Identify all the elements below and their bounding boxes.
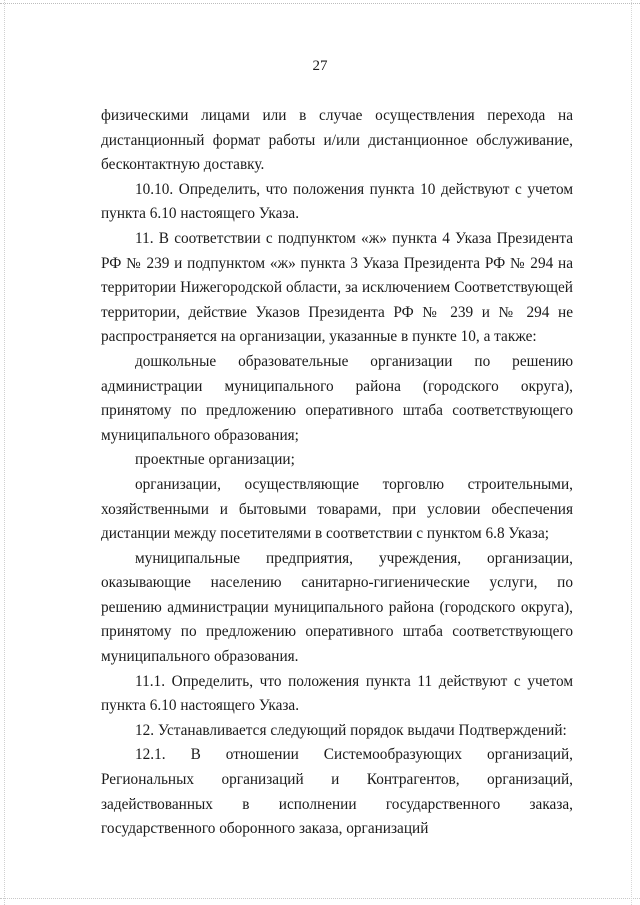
paragraph-10-10: 10.10. Определить, что положения пункта 10 действуют с учетом пункта 6.10 настоящего Указа. [101,180,573,223]
page-body [101,104,573,842]
paragraph-11: 11. В соответствии с подпунктом «ж» пункта 4 Указа Президента РФ № 239 и подпунктом «ж» пункта 3 Указа Президента РФ № 294 на территории Нижегородской области, за исключением Соответствующей территории, действие Указов Президента РФ № 239 и № 294 не распространяется на организации, указанные в пункте 10, а также: [101,229,573,346]
paragraph-continuation: физическими лицами или в случае осуществления перехода на дистанционный формат работы и/или дистанционное обслуживание, бесконтактную доставку. [101,107,573,174]
scan-edge-left [4,0,5,905]
paragraph-11-municipal: муниципальные предприятия, учреждения, организации, оказывающие населению санитарно-гигиенические услуги, по решению администрации муниципального района (городского округа), принятому по предложению оперативного штаба соответствующего муниципального образования. [101,549,573,666]
scan-edge-right [631,0,632,905]
scan-edge-top [0,3,640,4]
scan-edge-bottom [0,898,640,899]
paragraph-11-1: 11.1. Определить, что положения пункта 11 действуют с учетом пункта 6.10 настоящего Указа. [101,672,573,715]
paragraph-11-design: проектные организации; [135,451,295,469]
paragraph-12: 12. Устанавливается следующий порядок выдачи Подтверждений: [135,721,567,739]
paragraph-11-preschool: дошкольные образовательные организации по решению администрации муниципального района (городского округа), принятому по предложению оперативного штаба соответствующего муниципального образования; [101,352,573,444]
page-number: 27 [312,58,328,74]
paragraph-11-trade: организации, осуществляющие торговлю строительными, хозяйственными и бытовыми товарами, при условии обеспечения дистанции между посетителями в соответствии с пунктом 6.8 Указа; [101,475,573,543]
paragraph-12-1: 12.1. В отношении Системообразующих организаций, Региональных организаций и Контрагентов, организаций, задействованных в исполнении государственного заказа, государственного оборонного заказа, организаций [101,746,573,838]
